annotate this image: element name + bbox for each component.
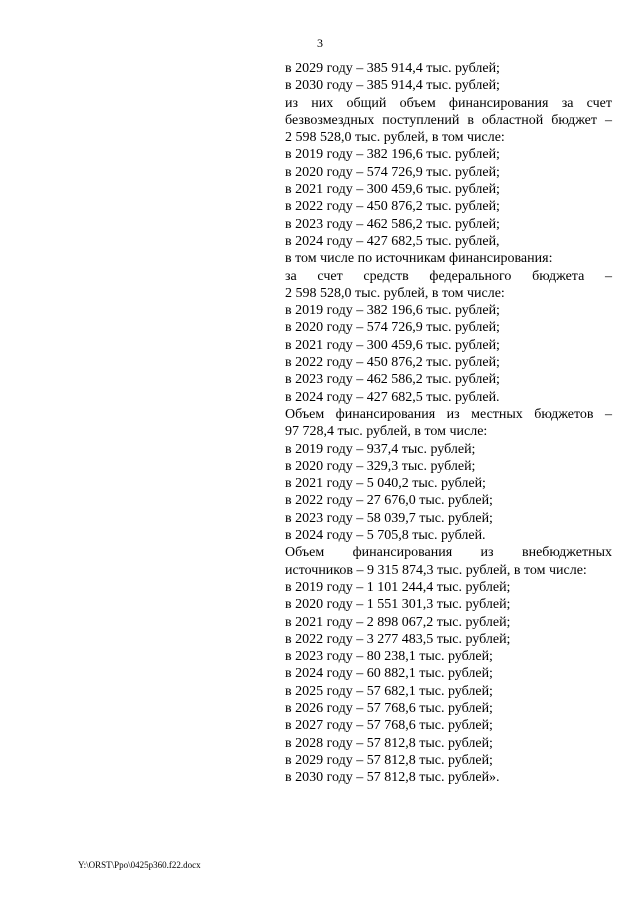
text-line: в 2030 году – 385 914,4 тыс. рублей; — [285, 78, 500, 94]
text-line: в 2022 году – 450 876,2 тыс. рублей; — [285, 355, 500, 371]
text-line: в 2021 году – 300 459,6 тыс. рублей; — [285, 337, 500, 353]
text-line: источников – 9 315 874,3 тыс. рублей, в том числе: — [285, 562, 587, 578]
text-line: в 2027 году – 57 768,6 тыс. рублей; — [285, 718, 493, 734]
text-line: в 2021 году – 5 040,2 тыс. рублей; — [285, 476, 486, 492]
text-line: в 2028 году – 57 812,8 тыс. рублей; — [285, 735, 493, 751]
text-line: в 2022 году – 450 876,2 тыс. рублей; — [285, 199, 500, 215]
text-line: в 2019 году – 382 196,6 тыс. рублей; — [285, 147, 500, 163]
text-line: безвозмездных поступлений в областной бюджет – — [285, 112, 612, 128]
text-line: 2 598 528,0 тыс. рублей, в том числе: — [285, 130, 505, 146]
text-line: в 2020 году – 1 551 301,3 тыс. рублей; — [285, 597, 511, 613]
text-line: в 2019 году – 382 196,6 тыс. рублей; — [285, 303, 500, 319]
text-line: в 2022 году – 3 277 483,5 тыс. рублей; — [285, 631, 511, 647]
text-line: в 2029 году – 57 812,8 тыс. рублей; — [285, 752, 493, 768]
text-line: в 2019 году – 1 101 244,4 тыс. рублей; — [285, 579, 511, 595]
text-line: в 2019 году – 937,4 тыс. рублей; — [285, 441, 476, 457]
text-line: 97 728,4 тыс. рублей, в том числе: — [285, 424, 488, 440]
text-line: Объем финансирования из местных бюджетов – — [285, 406, 612, 422]
text-line: в 2023 году – 462 586,2 тыс. рублей; — [285, 372, 500, 388]
text-line: в 2024 году – 427 682,5 тыс. рублей. — [285, 389, 500, 405]
page-number: 3 — [317, 36, 323, 50]
text-line: в 2020 году – 329,3 тыс. рублей; — [285, 458, 476, 474]
text-line: в 2023 году – 80 238,1 тыс. рублей; — [285, 649, 493, 665]
footer-file-path: Y:\ORST\Ppo\0425p360.f22.docx — [78, 860, 201, 870]
text-line: из них общий объем финансирования за счет — [285, 95, 612, 111]
text-line: в 2026 году – 57 768,6 тыс. рублей; — [285, 700, 493, 716]
text-line: в 2020 году – 574 726,9 тыс. рублей; — [285, 320, 500, 336]
text-line: в 2030 году – 57 812,8 тыс. рублей». — [285, 770, 500, 786]
text-line: в 2020 году – 574 726,9 тыс. рублей; — [285, 164, 500, 180]
text-line: за счет средств федерального бюджета – — [285, 268, 612, 284]
text-line: Объем финансирования из внебюджетных — [285, 545, 612, 561]
text-line: в том числе по источникам финансирования: — [285, 251, 553, 267]
document-body — [285, 60, 612, 786]
text-line: в 2021 году – 300 459,6 тыс. рублей; — [285, 182, 500, 198]
text-line: в 2025 году – 57 682,1 тыс. рублей; — [285, 683, 493, 699]
text-line: в 2024 году – 60 882,1 тыс. рублей; — [285, 666, 493, 682]
text-line: 2 598 528,0 тыс. рублей, в том числе: — [285, 285, 505, 301]
text-line: в 2024 году – 427 682,5 тыс. рублей, — [285, 233, 500, 249]
text-line: в 2023 году – 462 586,2 тыс. рублей; — [285, 216, 500, 232]
text-line: в 2023 году – 58 039,7 тыс. рублей; — [285, 510, 493, 526]
text-line: в 2029 году – 385 914,4 тыс. рублей; — [285, 61, 500, 76]
text-line: в 2021 году – 2 898 067,2 тыс. рублей; — [285, 614, 511, 630]
text-line: в 2024 году – 5 705,8 тыс. рублей. — [285, 528, 486, 544]
text-line: в 2022 году – 27 676,0 тыс. рублей; — [285, 493, 493, 509]
